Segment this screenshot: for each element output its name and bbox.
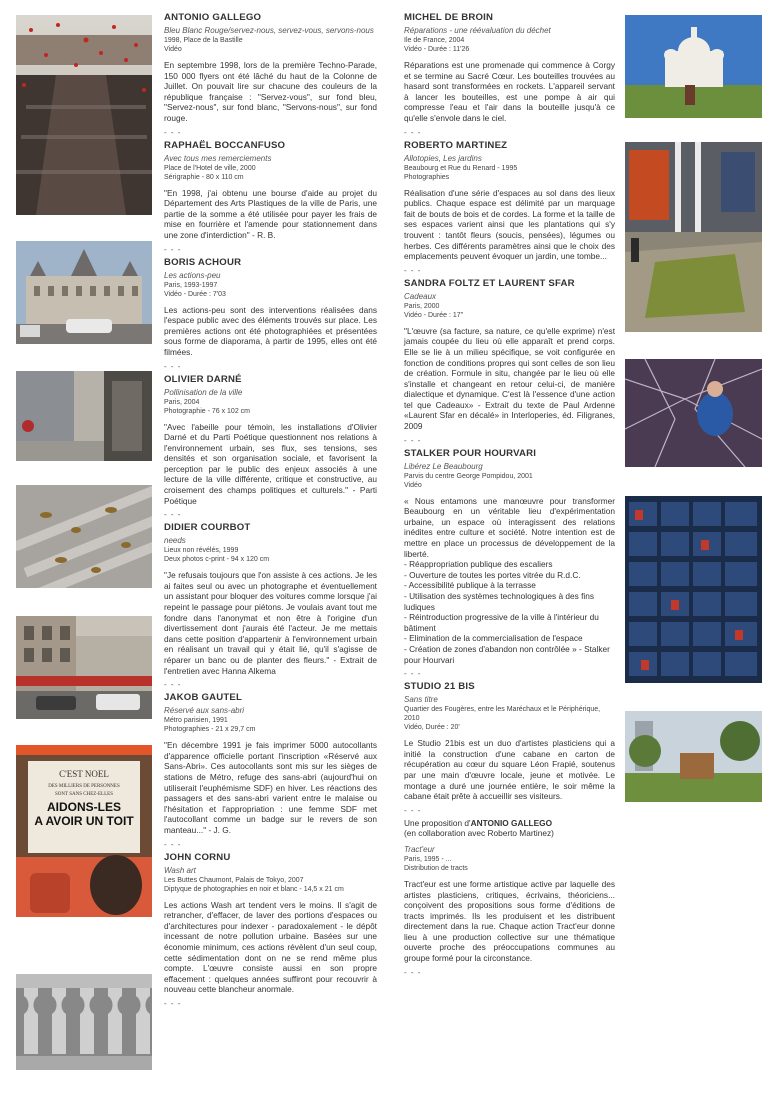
photo-crowd-bastille	[16, 15, 152, 215]
work-meta: Photographies - 21 x 29,7 cm	[164, 726, 256, 734]
work-meta: Photographie - 76 x 102 cm	[164, 407, 250, 415]
work-title: Pollinisation de la ville	[164, 387, 243, 397]
work-description: Tract'eur est une forme artistique active par laquelle des artistes plasticiens, critiques, écrivains, théoriciens... conçoivent des propositions sous forme d'éditions de tracts imprimés. Ils les produisent et les distribuent directement dans la rue. Chaque action Tract'eur donne lieu à une production collective sur une thématique ouverte proche des préoccupations communes au groupe formé pour la circonstance.	[404, 878, 615, 964]
manifesto-list	[404, 559, 615, 665]
photo-hotel-de-ville	[16, 241, 152, 344]
entry-tracteur	[404, 818, 615, 964]
entry-michel-de-broin	[404, 12, 615, 124]
work-meta: Ile de France, 2004	[404, 37, 465, 44]
entry-stalker	[404, 448, 615, 666]
list-item: - Accessibilité publique à la terrasse	[404, 580, 536, 591]
separator: - - -	[404, 265, 422, 275]
left-column	[164, 12, 377, 1011]
work-title: Libérez Le Beaubourg	[404, 461, 483, 471]
photo-balustrade	[16, 974, 152, 1070]
poster-line-1: C'EST NOEL	[59, 769, 109, 779]
photo-cadeaux	[625, 359, 762, 467]
separator: - - -	[404, 805, 422, 815]
entry-foltz-sfar	[404, 278, 615, 432]
work-title: Sans titre	[404, 695, 438, 705]
artist-name: RAPHAËL BOCCANFUSO	[164, 139, 286, 151]
work-description: En septembre 1998, lors de la première Techno-Parade, 150 000 flyers ont été lâché du haut de la Colonne de Juillet. On pouvait lire sur chacune des couleurs de la république française : "Servez-vous", sur fond bleu, "Servez-nous", sur fond blanc, "Servons-nous", sur fond rouge.	[164, 60, 377, 123]
photo-beaubourg-garden	[625, 142, 762, 332]
work-meta: Vidéo - Durée : 17''	[404, 311, 464, 319]
separator: - - -	[404, 435, 422, 445]
work-description: "Avec l'abeille pour témoin, les installations d'Olivier Darné et du Parti Poétique questionnent nos relations à l'environnement urbain, ses flux, ses tensions, ses densités et son organisation sociale, et favorisent la perception par le public des enjeux associés à une lecture de la ville différente, critique et constructive, au croisement des champs politiques et culturels." - Parti Poétique	[164, 421, 377, 506]
work-meta: Les Buttes Chaumont, Palais de Tokyo, 2007	[164, 876, 304, 884]
work-meta: Paris, 2000	[404, 302, 440, 310]
work-title: Tract'eur	[404, 844, 435, 854]
poster-line-4: AIDONS-LES	[46, 800, 122, 814]
work-meta: Deux photos c-print - 94 x 120 cm	[164, 556, 270, 564]
proposal-prefix: Une proposition d'	[404, 817, 471, 828]
work-description: "Je refusais toujours que l'on assiste à ces actions. Je les ai faites seul ou avec un photographe et éventuellement un assistant pour bloquer des voitures comme lorsque j'ai repeint le passage pour piétons. Je voulais avant tout me fondre dans l'anonymat et non être à l'origine d'un divertissement dont j'aurais été l'acteur. Je me mettais dans cette position d'appartenir à l'environnement urbain en réalisant un travail qui y était lié, qu'il s'agisse de réparer un banc ou de planter des fleurs." - Extrait de l'entretien avec Hanna Alkema	[164, 570, 377, 676]
list-item: - Utilisation des systèmes technologiques à des fins ludiques	[404, 591, 595, 612]
work-meta: Parvis du centre George Pompidou, 2001	[404, 472, 533, 480]
work-description: Les actions Wash art tendent vers le moins. Il s'agit de retrancher, d'effacer, de laver des portions d'espaces ou d'architectures pour indexer - paradoxalement - le dépôt incessant de notre pollution urbaine. Basées sur une économie minimum, ces actions révèlent d'un seul coup, cette sédimentation dont on ne se rend même plus compte. L'œuvre consiste aussi en son propre effacement : quelques années suffiront pour recouvrir à nouveau cette blancheur anormale.	[164, 899, 377, 995]
separator: - - -	[164, 839, 182, 849]
photo-metro-poster	[16, 745, 152, 917]
artist-name: DIDIER COURBOT	[164, 522, 251, 534]
work-meta: Quartier des Fougères, entre les Maréchaux et le Périphérique, 2010	[404, 706, 601, 723]
separator: - - -	[404, 967, 422, 977]
separator: - - -	[164, 361, 182, 371]
poster-line-2: DES MILLIERS DE PERSONNES	[48, 784, 120, 789]
work-title: Cadeaux	[404, 291, 437, 301]
photo-street-corner	[16, 371, 152, 461]
entry-didier-courbot	[164, 522, 377, 676]
work-title: Allotopies, Les jardins	[404, 153, 482, 163]
artist-name: OLIVIER DARNÉ	[164, 373, 242, 385]
artist-name: ANTONIO GALLEGO	[164, 12, 262, 23]
work-title: needs	[164, 536, 186, 546]
entry-raphael-boccanfuso	[164, 140, 377, 241]
work-description: "En décembre 1991 je fais imprimer 5000 autocollants d'apparence officielle portant l'inscription «Réservé aux Sans-Abri». Ces autocollants sont mis sur les sièges de stations de Métro, refuge des sans-abri (aujourd'hui on utiliserait l'euphémisme SDF) en hiver. Les réactions des passagers et des sans-abri varient entre le malaise ou l'hésitation et l'appropriation : une femme SDF met l'autocollant comme un badge sur le revers de son manteau..." - J. G.	[164, 740, 377, 835]
entry-olivier-darne	[164, 374, 377, 507]
entry-studio-21-bis	[404, 681, 615, 802]
entry-john-cornu	[164, 852, 377, 995]
artist-name: BORIS ACHOUR	[164, 256, 242, 268]
work-title: Wash art	[164, 865, 196, 875]
work-meta: Vidéo	[404, 481, 422, 489]
work-title: Réservé aux sans-abri	[164, 706, 245, 716]
entry-boris-achour	[164, 257, 377, 358]
work-meta: Paris, 1993-1997	[164, 281, 218, 289]
work-meta: Place de l'Hotel de ville, 2000	[164, 164, 256, 172]
work-meta: Lieux non révélés, 1999	[164, 547, 239, 555]
work-meta: Métro parisien, 1991	[164, 717, 228, 725]
work-meta: Beaubourg et Rue du Renard - 1995	[404, 164, 518, 172]
separator: - - -	[164, 510, 182, 520]
work-description: « Nous entamons une manœuvre pour transformer Beaubourg en un véritable lieu d'expérimentation urbaine, un espace où interagissent des relations inédites entre culture et société. Notre intention est de mettre en place un processus de développement de la liberté.	[404, 495, 615, 559]
work-description: Les actions-peu sont des interventions réalisées dans l'espace public avec des éléments trouvés sur place. Les premières actions ont été photographiées et présentées sous forme de diaporama, à partir de 1995, elles ont été filmées.	[164, 304, 377, 357]
work-title: Bleu Blanc Rouge/servez-nous, servez-vous, servons-nous	[164, 26, 374, 35]
work-meta: Paris, 2004	[164, 398, 200, 406]
work-title: Avec tous mes remerciements	[164, 153, 272, 163]
work-meta: Diptyque de photographies en noir et blanc - 14,5 x 21 cm	[164, 885, 344, 893]
work-description: "En 1998, j'ai obtenu une bourse d'aide au projet du Département des Arts Plastiques de la ville de Paris, une partie de la somme a été utilisée pour payer les frais de mise en fourrière et l'amende pour stationnement dans une zone d'interdiction" - R. B.	[164, 187, 377, 240]
entry-jakob-gautel	[164, 692, 377, 835]
work-meta: Photographies	[404, 173, 450, 181]
artist-name: STUDIO 21 BIS	[404, 681, 475, 693]
photo-paris-street	[16, 616, 152, 719]
work-meta: Vidéo, Durée : 20'	[404, 724, 460, 732]
work-description: Réalisation d'une série d'espaces au sol dans des lieux publics. Chaque espace est délimité par un marquage fait de bouts de bois et de cordes. La forme et la taille de ses espaces varient ainsi que les plantations qui s'y trouvent : tantôt fleurs (soucis, pensées), légumes ou herbes. Ces différents paramètres ainsi que le choix des emplacements peuvent évoquer un jardin, une tombe...	[404, 187, 615, 262]
artist-name: ROBERTO MARTINEZ	[404, 139, 508, 151]
photo-pompidou-facade	[625, 496, 762, 683]
work-meta: Paris, 1995 - ...	[404, 855, 452, 863]
list-item: - Réappropriation publique des escaliers	[404, 559, 553, 570]
photo-pavement-bees	[16, 485, 152, 588]
proposal-collab: (en collaboration avec Roberto Martinez)	[404, 828, 554, 839]
work-meta: Vidéo	[164, 46, 182, 53]
separator: - - -	[164, 127, 182, 137]
separator: - - -	[404, 127, 422, 137]
work-description: "L'œuvre (sa facture, sa nature, ce qu'elle exprime) n'est jamais coupée du lieu où elle apparaît et prend corps. Elle se lie à un milieu spécifique, se voit configurée en fonction de conditions propres qui sont celles de son lieu de création. Formule in situ, changée par le lieu où elle s'installe et changeant en retour celui-ci, de manière dialectique et dynamique. C'est là l'essence d'une action tel que Cadeaux» - Extrait du texte de Paul Ardenne «Laurent Sfar en décalé» in Interloperies, éd. Filigranes, 2009	[404, 325, 615, 432]
poster-line-5: A AVOIR UN TOIT	[34, 814, 134, 828]
separator: - - -	[164, 244, 182, 254]
work-meta: Vidéo - Durée : 7'03	[164, 290, 226, 298]
proposal-artist: ANTONIO GALLEGO	[470, 817, 553, 828]
artist-name: MICHEL DE BROIN	[404, 12, 494, 23]
work-meta: Sérigraphie - 80 x 110 cm	[164, 173, 244, 181]
work-title: Les actions-peu	[164, 270, 221, 280]
artist-name: JAKOB GAUTEL	[164, 692, 243, 704]
work-description: Le Studio 21bis est un duo d'artistes plasticiens qui a initié la construction d'une cabane en carton de récupération au cœur du square Léon Frapié, soutenus par une main d'œuvre locale, jeune et motivée. Le montage a duré une journée entière, le soir même la cabane était prête à accueillir ses visiteurs.	[404, 738, 615, 802]
entry-antonio-gallego	[164, 12, 377, 124]
proposal-line	[404, 818, 615, 829]
separator: - - -	[404, 669, 422, 679]
entry-roberto-martinez	[404, 140, 615, 262]
separator: - - -	[164, 680, 182, 690]
work-meta: 1998, Place de la Bastille	[164, 37, 243, 44]
work-description: Réparations est une promenade qui commence à Corgy et se termine au Sacré Cœur. Les bouteilles trouvées au hasard sont transformées en rockets. L'appareil servant à lancer les bouteilles, est une pompe à air qui compresse l'eau et l'air dans la bouteille jusqu'à ce qu'elle s'envole dans le ciel.	[404, 60, 615, 123]
separator: - - -	[164, 998, 182, 1008]
artist-name: SANDRA FOLTZ ET LAURENT SFAR	[404, 277, 575, 289]
list-item: - Création de zones d'abandon non contrôlée » - Stalker pour Hourvari	[404, 643, 610, 665]
artist-name: STALKER POUR HOURVARI	[404, 447, 537, 459]
list-item: - Elimination de la commercialisation de l'espace	[404, 633, 583, 644]
photo-cabin	[625, 711, 762, 802]
photo-sacre-coeur	[625, 15, 762, 118]
poster-line-3: SONT SANS CHEZ-ELLES	[55, 792, 113, 797]
work-meta: Distribution de tracts	[404, 864, 468, 872]
work-title: Réparations - une réévaluation du déchet	[404, 26, 551, 35]
right-column	[404, 12, 615, 980]
work-meta: Vidéo - Durée : 11'26	[404, 46, 470, 53]
artist-name: JOHN CORNU	[164, 851, 231, 863]
list-item: - Ouverture de toutes les portes vitrée du R.d.C.	[404, 569, 581, 580]
list-item: - Réintroduction progressive de la ville à l'intérieur du bâtiment	[404, 612, 599, 633]
